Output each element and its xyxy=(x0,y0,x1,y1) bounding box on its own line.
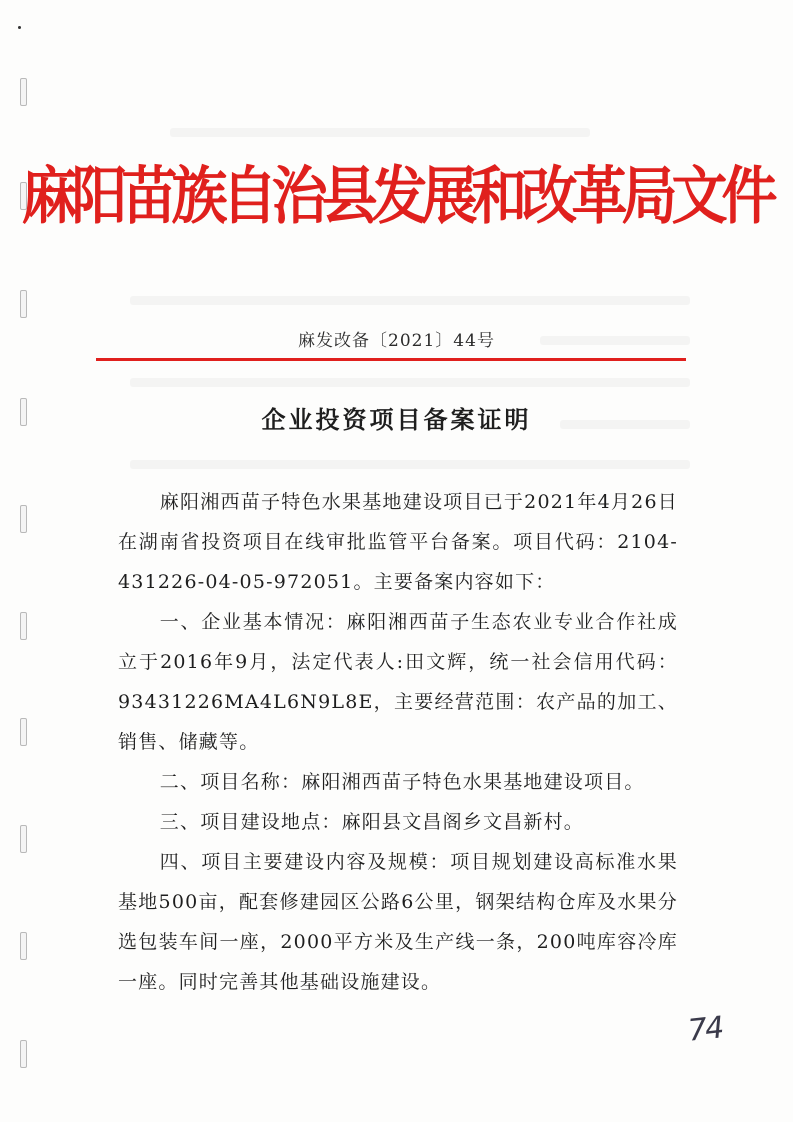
binding-hole xyxy=(20,1040,27,1068)
document-title: 企业投资项目备案证明 xyxy=(261,405,532,434)
body-paragraph: 四、项目主要建设内容及规模：项目规划建设高标准水果基地500亩，配套修建园区公路6公里，钢架结构仓库及水果分选包装车间一座，2000平方米及生产线一条，200吨库容冷库一座。同时完善其他基础设施建设。 xyxy=(118,851,678,993)
document-body xyxy=(118,482,678,1002)
binding-hole xyxy=(20,78,27,106)
body-paragraph: 三、项目建设地点：麻阳县文昌阁乡文昌新村。 xyxy=(159,811,584,833)
bleed-through xyxy=(130,378,690,387)
bleed-through xyxy=(130,296,690,305)
binding-hole xyxy=(20,932,27,960)
red-divider-line xyxy=(96,358,686,361)
document-number: 麻发改备〔2021〕44号 xyxy=(298,331,495,351)
binding-hole xyxy=(20,612,27,640)
body-paragraph: 麻阳湘西苗子特色水果基地建设项目已于2021年4月26日在湖南省投资项目在线审批监管平台备案。项目代码：2104-431226-04-05-972051。主要备案内容如下： xyxy=(118,491,678,593)
body-paragraph: 一、企业基本情况：麻阳湘西苗子生态农业专业合作社成立于2016年9月，法定代表人:田文辉，统一社会信用代码：93431226MA4L6N9L8E，主要经营范围：农产品的加工、销售、储藏等。 xyxy=(118,611,678,753)
handwritten-page-number: 74 xyxy=(686,1010,724,1049)
letterhead-title: 麻阳苗族自治县发展和改革局文件 xyxy=(21,159,772,233)
body-paragraph: 二、项目名称：麻阳湘西苗子特色水果基地建设项目。 xyxy=(159,771,645,793)
scan-speck xyxy=(18,26,21,29)
binding-hole xyxy=(20,825,27,853)
binding-hole xyxy=(20,718,27,746)
binding-hole xyxy=(20,505,27,533)
bleed-through xyxy=(130,460,690,469)
binding-hole xyxy=(20,290,27,318)
bleed-through xyxy=(170,128,590,137)
